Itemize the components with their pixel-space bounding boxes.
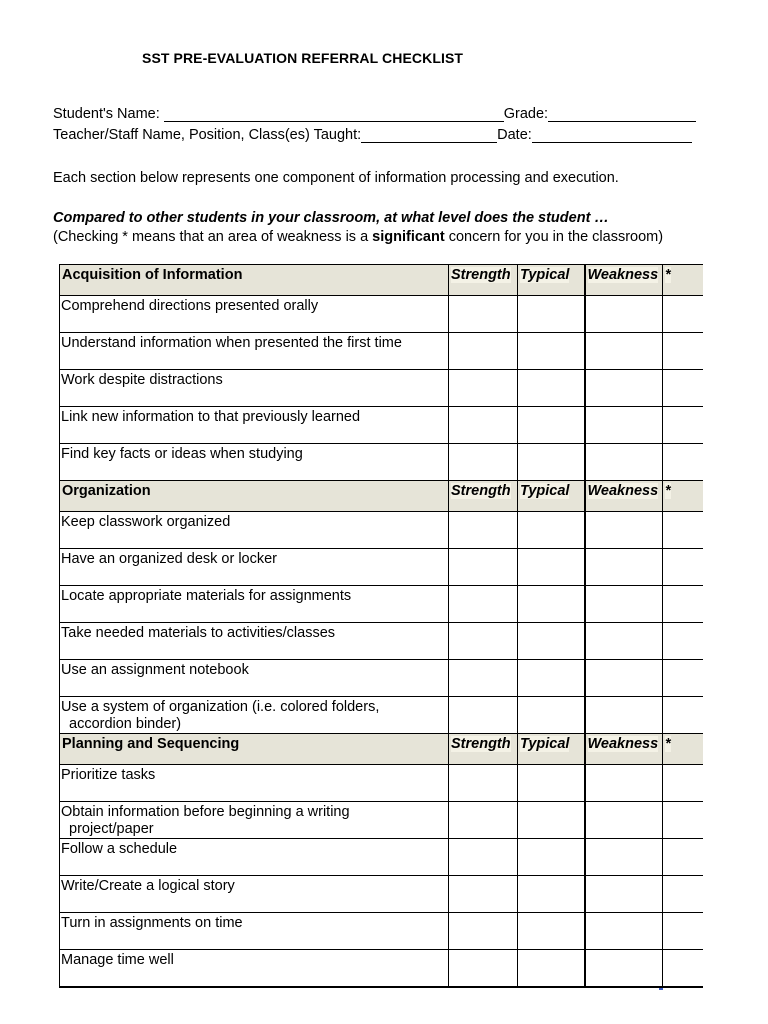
checklist-row <box>60 296 703 333</box>
strength-column-header: Strength <box>449 481 518 512</box>
significant-emphasis: significant <box>372 229 445 245</box>
checklist-item-label: Obtain information before beginning a writing project/paper <box>60 802 449 839</box>
significant-checkbox-cell[interactable] <box>663 913 703 950</box>
section-header-row <box>60 265 703 296</box>
weakness-checkbox-cell[interactable] <box>585 802 663 839</box>
checklist-row <box>60 802 703 839</box>
weakness-checkbox-cell[interactable] <box>585 913 663 950</box>
checklist-item-label: Link new information to that previously learned <box>60 407 449 444</box>
checklist-row <box>60 407 703 444</box>
weakness-checkbox-cell[interactable] <box>585 623 663 660</box>
checklist-item-label: Keep classwork organized <box>60 512 449 549</box>
checklist-row <box>60 876 703 913</box>
typical-checkbox-cell[interactable] <box>518 802 585 839</box>
section-heading: Acquisition of Information <box>60 265 449 296</box>
strength-checkbox-cell[interactable] <box>449 950 518 988</box>
significant-checkbox-cell[interactable] <box>663 586 703 623</box>
section-header-row <box>60 734 703 765</box>
significant-checkbox-cell[interactable] <box>663 296 703 333</box>
typical-checkbox-cell[interactable] <box>518 623 585 660</box>
strength-checkbox-cell[interactable] <box>449 839 518 876</box>
weakness-checkbox-cell[interactable] <box>585 765 663 802</box>
typical-checkbox-cell[interactable] <box>518 586 585 623</box>
weakness-checkbox-cell[interactable] <box>585 549 663 586</box>
strength-checkbox-cell[interactable] <box>449 876 518 913</box>
weakness-checkbox-cell[interactable] <box>585 333 663 370</box>
teacher-field[interactable] <box>361 127 497 143</box>
date-field[interactable] <box>532 127 692 143</box>
checklist-item-label: Comprehend directions presented orally <box>60 296 449 333</box>
strength-checkbox-cell[interactable] <box>449 296 518 333</box>
grade-label: Grade: <box>503 106 549 122</box>
weakness-checkbox-cell[interactable] <box>585 697 663 734</box>
typical-checkbox-cell[interactable] <box>518 660 585 697</box>
typical-checkbox-cell[interactable] <box>518 913 585 950</box>
date-label: Date: <box>497 127 532 143</box>
significant-checkbox-cell[interactable] <box>663 407 703 444</box>
significance-note: (Checking * means that an area of weakness is a significant concern for you in the classroom) <box>53 229 664 245</box>
weakness-column-header: Weakness <box>585 734 663 765</box>
weakness-checkbox-cell[interactable] <box>585 370 663 407</box>
checklist-item-label: Follow a schedule <box>60 839 449 876</box>
significant-checkbox-cell[interactable] <box>663 549 703 586</box>
checklist-item-label: Understand information when presented the first time <box>60 333 449 370</box>
weakness-checkbox-cell[interactable] <box>585 444 663 481</box>
strength-checkbox-cell[interactable] <box>449 913 518 950</box>
significant-column-header: * <box>663 481 703 512</box>
checklist-row <box>60 913 703 950</box>
significant-checkbox-cell[interactable] <box>663 512 703 549</box>
typical-checkbox-cell[interactable] <box>518 549 585 586</box>
typical-checkbox-cell[interactable] <box>518 512 585 549</box>
strength-column-header: Strength <box>449 265 518 296</box>
weakness-checkbox-cell[interactable] <box>585 839 663 876</box>
significant-checkbox-cell[interactable] <box>663 802 703 839</box>
significant-checkbox-cell[interactable] <box>663 876 703 913</box>
checklist-row <box>60 697 703 734</box>
checklist-item-label: Use an assignment notebook <box>60 660 449 697</box>
typical-checkbox-cell[interactable] <box>518 950 585 988</box>
teacher-date-line <box>53 127 692 143</box>
intro-text: Each section below represents one component of information processing and execution. <box>53 170 619 186</box>
checklist-item-label: Take needed materials to activities/classes <box>60 623 449 660</box>
strength-checkbox-cell[interactable] <box>449 765 518 802</box>
student-name-label: Student's Name: <box>53 106 160 122</box>
typical-column-header: Typical <box>518 734 585 765</box>
strength-checkbox-cell[interactable] <box>449 697 518 734</box>
checklist-row <box>60 586 703 623</box>
strength-checkbox-cell[interactable] <box>449 802 518 839</box>
checklist-row <box>60 370 703 407</box>
checklist-row <box>60 623 703 660</box>
checklist-table <box>59 264 703 988</box>
significant-checkbox-cell[interactable] <box>663 333 703 370</box>
significant-checkbox-cell[interactable] <box>663 697 703 734</box>
student-name-field[interactable] <box>164 106 504 122</box>
weakness-checkbox-cell[interactable] <box>585 876 663 913</box>
strength-checkbox-cell[interactable] <box>449 549 518 586</box>
question-text: Compared to other students in your classroom, at what level does the student … <box>53 210 609 226</box>
significant-column-header: * <box>663 734 703 765</box>
significant-checkbox-cell[interactable] <box>663 660 703 697</box>
checklist-item-label: Locate appropriate materials for assignments <box>60 586 449 623</box>
typical-checkbox-cell[interactable] <box>518 697 585 734</box>
strength-checkbox-cell[interactable] <box>449 512 518 549</box>
strength-checkbox-cell[interactable] <box>449 586 518 623</box>
weakness-column-header: Weakness <box>585 481 663 512</box>
weakness-checkbox-cell[interactable] <box>585 950 663 988</box>
checklist-item-label: Work despite distractions <box>60 370 449 407</box>
typical-checkbox-cell[interactable] <box>518 370 585 407</box>
checklist-row <box>60 444 703 481</box>
checklist-item-label: Turn in assignments on time <box>60 913 449 950</box>
typical-column-header: Typical <box>518 481 585 512</box>
weakness-checkbox-cell[interactable] <box>585 512 663 549</box>
typical-checkbox-cell[interactable] <box>518 876 585 913</box>
strength-checkbox-cell[interactable] <box>449 370 518 407</box>
strength-checkbox-cell[interactable] <box>449 623 518 660</box>
weakness-checkbox-cell[interactable] <box>585 296 663 333</box>
typical-checkbox-cell[interactable] <box>518 333 585 370</box>
strength-checkbox-cell[interactable] <box>449 407 518 444</box>
checklist-row <box>60 333 703 370</box>
significant-checkbox-cell[interactable] <box>663 370 703 407</box>
significant-checkbox-cell[interactable] <box>663 839 703 876</box>
strength-column-header: Strength <box>449 734 518 765</box>
checklist-item-label: Use a system of organization (i.e. colored folders, accordion binder) <box>60 697 449 734</box>
typical-checkbox-cell[interactable] <box>518 444 585 481</box>
page-marker <box>659 988 663 990</box>
checklist-row <box>60 839 703 876</box>
significant-checkbox-cell[interactable] <box>663 623 703 660</box>
checklist-item-label: Write/Create a logical story <box>60 876 449 913</box>
significant-checkbox-cell[interactable] <box>663 950 703 988</box>
checklist-row <box>60 765 703 802</box>
checklist-item-label: Find key facts or ideas when studying <box>60 444 449 481</box>
strength-checkbox-cell[interactable] <box>449 444 518 481</box>
document-title: SST PRE-EVALUATION REFERRAL CHECKLIST <box>142 50 464 66</box>
section-header-row <box>60 481 703 512</box>
checklist-item-label: Prioritize tasks <box>60 765 449 802</box>
student-grade-line <box>53 106 696 122</box>
section-heading: Planning and Sequencing <box>60 734 449 765</box>
weakness-checkbox-cell[interactable] <box>585 407 663 444</box>
weakness-checkbox-cell[interactable] <box>585 586 663 623</box>
weakness-column-header: Weakness <box>585 265 663 296</box>
teacher-label: Teacher/Staff Name, Position, Class(es) Taught: <box>53 127 362 143</box>
grade-field[interactable] <box>548 106 696 122</box>
checklist-row <box>60 660 703 697</box>
significant-column-header: * <box>663 265 703 296</box>
checklist-row <box>60 549 703 586</box>
strength-checkbox-cell[interactable] <box>449 333 518 370</box>
checklist-row <box>60 950 703 988</box>
typical-column-header: Typical <box>518 265 585 296</box>
checklist-row <box>60 512 703 549</box>
significant-checkbox-cell[interactable] <box>663 444 703 481</box>
checklist-item-label: Have an organized desk or locker <box>60 549 449 586</box>
significant-checkbox-cell[interactable] <box>663 765 703 802</box>
typical-checkbox-cell[interactable] <box>518 296 585 333</box>
strength-checkbox-cell[interactable] <box>449 660 518 697</box>
section-heading: Organization <box>60 481 449 512</box>
checklist-item-label: Manage time well <box>60 950 449 988</box>
typical-checkbox-cell[interactable] <box>518 765 585 802</box>
weakness-checkbox-cell[interactable] <box>585 660 663 697</box>
typical-checkbox-cell[interactable] <box>518 839 585 876</box>
typical-checkbox-cell[interactable] <box>518 407 585 444</box>
